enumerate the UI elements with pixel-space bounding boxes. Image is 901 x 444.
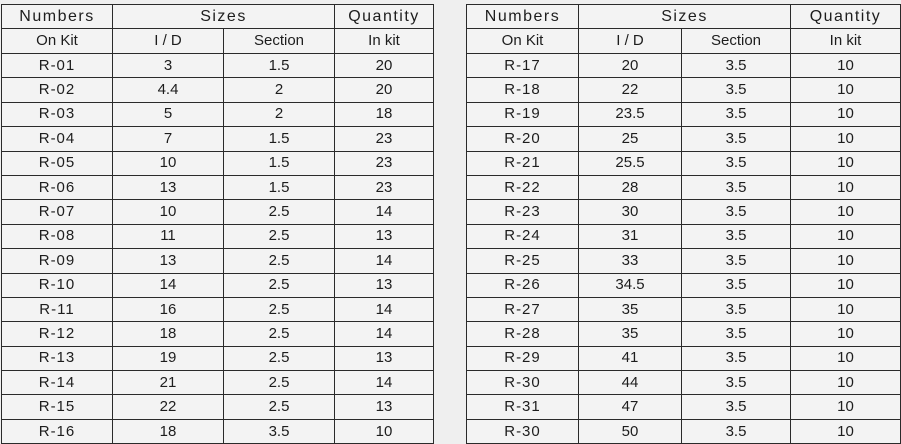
part-number-cell: R-31: [467, 395, 579, 419]
part-number-cell: R-05: [2, 151, 113, 175]
quantity-cell: 10: [791, 322, 901, 346]
part-number-cell: R-12: [2, 322, 113, 346]
table-row: [2, 297, 434, 321]
section-cell: 2.5: [224, 322, 335, 346]
inner-diameter-cell: 35: [579, 322, 682, 346]
table-row: [467, 54, 901, 78]
in-kit-header: In kit: [791, 29, 901, 54]
part-number-cell: R-19: [467, 102, 579, 126]
part-number-cell: R-06: [2, 175, 113, 199]
part-number-cell: R-13: [2, 346, 113, 370]
inner-diameter-cell: 41: [579, 346, 682, 370]
table-row: [467, 102, 901, 126]
section-cell: 3.5: [682, 273, 791, 297]
quantity-cell: 10: [791, 273, 901, 297]
section-cell: 2.5: [224, 249, 335, 273]
section-cell: 3.5: [682, 54, 791, 78]
o-ring-kit-table-left: [1, 4, 434, 444]
quantity-cell: 10: [791, 175, 901, 199]
section-cell: 3.5: [224, 419, 335, 443]
quantity-cell: 20: [335, 78, 434, 102]
header-row-secondary: [2, 29, 434, 54]
part-number-cell: R-14: [2, 371, 113, 395]
table-row: [467, 297, 901, 321]
section-cell: 3.5: [682, 322, 791, 346]
section-cell: 2.5: [224, 297, 335, 321]
quantity-cell: 10: [791, 371, 901, 395]
table-row: [2, 249, 434, 273]
header-row-primary: [467, 5, 901, 29]
section-cell: 1.5: [224, 54, 335, 78]
section-cell: 2.5: [224, 200, 335, 224]
inner-diameter-cell: 7: [113, 127, 224, 151]
on-kit-header: On Kit: [2, 29, 113, 54]
section-cell: 3.5: [682, 151, 791, 175]
part-number-cell: R-17: [467, 54, 579, 78]
quantity-cell: 10: [791, 78, 901, 102]
section-header: Section: [224, 29, 335, 54]
part-number-cell: R-25: [467, 249, 579, 273]
table-row: [2, 200, 434, 224]
table-row: [467, 78, 901, 102]
section-cell: 1.5: [224, 127, 335, 151]
section-cell: 2: [224, 78, 335, 102]
section-cell: 3.5: [682, 249, 791, 273]
table-row: [2, 371, 434, 395]
part-number-cell: R-04: [2, 127, 113, 151]
table-row: [467, 395, 901, 419]
part-number-cell: R-16: [2, 419, 113, 443]
inner-diameter-cell: 33: [579, 249, 682, 273]
section-cell: 1.5: [224, 175, 335, 199]
on-kit-header: On Kit: [467, 29, 579, 54]
section-cell: 3.5: [682, 78, 791, 102]
table-row: [467, 371, 901, 395]
in-kit-header: In kit: [335, 29, 434, 54]
inner-diameter-cell: 47: [579, 395, 682, 419]
sizes-header: Sizes: [579, 5, 791, 29]
inner-diameter-cell: 13: [113, 249, 224, 273]
table-row: [467, 175, 901, 199]
quantity-cell: 23: [335, 151, 434, 175]
table-row: [467, 273, 901, 297]
inner-diameter-cell: 35: [579, 297, 682, 321]
table-row: [467, 322, 901, 346]
part-number-cell: R-27: [467, 297, 579, 321]
table-row: [467, 127, 901, 151]
quantity-cell: 10: [791, 151, 901, 175]
part-number-cell: R-18: [467, 78, 579, 102]
inner-diameter-cell: 25: [579, 127, 682, 151]
part-number-cell: R-30: [467, 371, 579, 395]
numbers-header: Numbers: [2, 5, 113, 29]
part-number-cell: R-29: [467, 346, 579, 370]
section-cell: 3.5: [682, 297, 791, 321]
table-row: [2, 151, 434, 175]
section-cell: 3.5: [682, 419, 791, 443]
inner-diameter-cell: 11: [113, 224, 224, 248]
inner-diameter-cell: 50: [579, 419, 682, 443]
quantity-cell: 10: [791, 127, 901, 151]
quantity-cell: 10: [335, 419, 434, 443]
inner-diameter-cell: 3: [113, 54, 224, 78]
part-number-cell: R-11: [2, 297, 113, 321]
quantity-cell: 13: [335, 273, 434, 297]
section-cell: 3.5: [682, 102, 791, 126]
part-number-cell: R-07: [2, 200, 113, 224]
table-row: [2, 322, 434, 346]
quantity-cell: 10: [791, 54, 901, 78]
section-cell: 2.5: [224, 273, 335, 297]
inner-diameter-cell: 13: [113, 175, 224, 199]
section-cell: 3.5: [682, 395, 791, 419]
table-body: [2, 5, 434, 444]
quantity-cell: 23: [335, 175, 434, 199]
part-number-cell: R-15: [2, 395, 113, 419]
table-row: [467, 419, 901, 443]
table-row: [467, 249, 901, 273]
quantity-cell: 10: [791, 200, 901, 224]
section-cell: 2.5: [224, 395, 335, 419]
quantity-cell: 10: [791, 419, 901, 443]
inner-diameter-header: I / D: [113, 29, 224, 54]
inner-diameter-cell: 16: [113, 297, 224, 321]
part-number-cell: R-02: [2, 78, 113, 102]
quantity-cell: 13: [335, 346, 434, 370]
part-number-cell: R-26: [467, 273, 579, 297]
quantity-cell: 10: [791, 395, 901, 419]
part-number-cell: R-24: [467, 224, 579, 248]
quantity-cell: 10: [791, 249, 901, 273]
inner-diameter-cell: 22: [113, 395, 224, 419]
quantity-cell: 18: [335, 102, 434, 126]
section-cell: 3.5: [682, 371, 791, 395]
section-cell: 3.5: [682, 127, 791, 151]
inner-diameter-header: I / D: [579, 29, 682, 54]
inner-diameter-cell: 20: [579, 54, 682, 78]
section-cell: 2: [224, 102, 335, 126]
quantity-cell: 14: [335, 249, 434, 273]
part-number-cell: R-09: [2, 249, 113, 273]
header-row-primary: [2, 5, 434, 29]
quantity-cell: 14: [335, 371, 434, 395]
section-cell: 2.5: [224, 346, 335, 370]
section-cell: 2.5: [224, 371, 335, 395]
inner-diameter-cell: 31: [579, 224, 682, 248]
section-cell: 3.5: [682, 200, 791, 224]
inner-diameter-cell: 4.4: [113, 78, 224, 102]
section-cell: 3.5: [682, 175, 791, 199]
inner-diameter-cell: 22: [579, 78, 682, 102]
inner-diameter-cell: 28: [579, 175, 682, 199]
inner-diameter-cell: 10: [113, 200, 224, 224]
table-body: [467, 5, 901, 444]
table-row: [2, 175, 434, 199]
inner-diameter-cell: 19: [113, 346, 224, 370]
section-cell: 3.5: [682, 224, 791, 248]
o-ring-kit-table-right: [466, 4, 901, 444]
quantity-cell: 20: [335, 54, 434, 78]
part-number-cell: R-23: [467, 200, 579, 224]
quantity-cell: 14: [335, 322, 434, 346]
quantity-cell: 10: [791, 102, 901, 126]
section-cell: 3.5: [682, 346, 791, 370]
inner-diameter-cell: 23.5: [579, 102, 682, 126]
inner-diameter-cell: 21: [113, 371, 224, 395]
sizes-header: Sizes: [113, 5, 335, 29]
table-row: [467, 346, 901, 370]
part-number-cell: R-28: [467, 322, 579, 346]
table-row: [2, 273, 434, 297]
table-row: [2, 346, 434, 370]
inner-diameter-cell: 34.5: [579, 273, 682, 297]
part-number-cell: R-20: [467, 127, 579, 151]
table-row: [467, 200, 901, 224]
quantity-header: Quantity: [791, 5, 901, 29]
section-cell: 1.5: [224, 151, 335, 175]
inner-diameter-cell: 18: [113, 419, 224, 443]
table-row: [467, 224, 901, 248]
table-row: [2, 395, 434, 419]
table-row: [2, 224, 434, 248]
table-row: [2, 419, 434, 443]
quantity-cell: 23: [335, 127, 434, 151]
quantity-cell: 10: [791, 297, 901, 321]
table-row: [2, 78, 434, 102]
quantity-cell: 10: [791, 224, 901, 248]
section-header: Section: [682, 29, 791, 54]
part-number-cell: R-22: [467, 175, 579, 199]
inner-diameter-cell: 44: [579, 371, 682, 395]
part-number-cell: R-01: [2, 54, 113, 78]
section-cell: 2.5: [224, 224, 335, 248]
quantity-cell: 13: [335, 224, 434, 248]
inner-diameter-cell: 30: [579, 200, 682, 224]
table-row: [2, 102, 434, 126]
inner-diameter-cell: 5: [113, 102, 224, 126]
table-row: [2, 54, 434, 78]
inner-diameter-cell: 14: [113, 273, 224, 297]
inner-diameter-cell: 10: [113, 151, 224, 175]
quantity-cell: 14: [335, 200, 434, 224]
quantity-cell: 13: [335, 395, 434, 419]
part-number-cell: R-08: [2, 224, 113, 248]
part-number-cell: R-03: [2, 102, 113, 126]
inner-diameter-cell: 25.5: [579, 151, 682, 175]
part-number-cell: R-10: [2, 273, 113, 297]
table-row: [467, 151, 901, 175]
numbers-header: Numbers: [467, 5, 579, 29]
quantity-cell: 10: [791, 346, 901, 370]
header-row-secondary: [467, 29, 901, 54]
inner-diameter-cell: 18: [113, 322, 224, 346]
part-number-cell: R-21: [467, 151, 579, 175]
quantity-header: Quantity: [335, 5, 434, 29]
quantity-cell: 14: [335, 297, 434, 321]
table-row: [2, 127, 434, 151]
part-number-cell: R-30: [467, 419, 579, 443]
